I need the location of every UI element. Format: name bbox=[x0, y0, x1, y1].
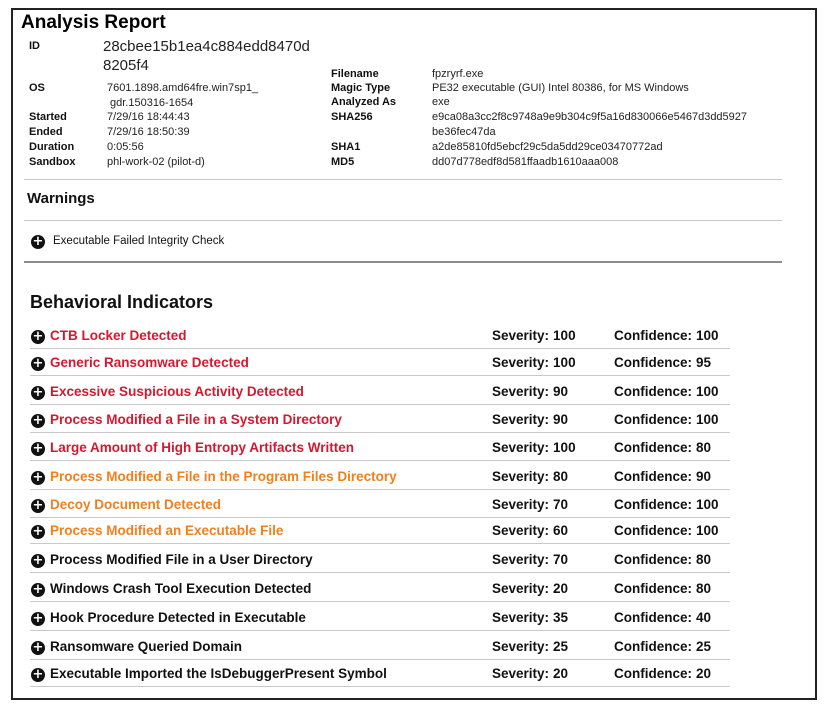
indicator-confidence: Confidence: 100 bbox=[614, 497, 719, 512]
os-label: OS bbox=[29, 82, 45, 94]
indicator-label[interactable]: Generic Ransomware Detected bbox=[50, 355, 249, 370]
duration-value: 0:05:56 bbox=[107, 141, 144, 153]
indicator-confidence: Confidence: 80 bbox=[614, 581, 712, 596]
indicator-severity: Severity: 20 bbox=[492, 581, 569, 596]
expand-indicator-icon[interactable]: + bbox=[32, 356, 44, 371]
indicator-confidence: Confidence: 20 bbox=[614, 666, 712, 681]
indicator-label[interactable]: Large Amount of High Entropy Artifacts Written bbox=[50, 440, 355, 455]
started-value: 7/29/16 18:44:43 bbox=[107, 111, 190, 123]
filename-label: Filename bbox=[331, 68, 379, 80]
indicator-divider bbox=[30, 630, 730, 631]
analyzed-as-label: Analyzed As bbox=[331, 96, 397, 108]
indicator-confidence: Confidence: 80 bbox=[614, 440, 712, 455]
indicator-label[interactable]: Process Modified a File in the Program Files Directory bbox=[50, 469, 397, 484]
divider-metadata bbox=[24, 179, 782, 180]
indicator-divider bbox=[30, 432, 730, 433]
indicator-divider bbox=[30, 375, 730, 376]
expand-indicator-icon[interactable]: + bbox=[32, 524, 44, 539]
indicator-divider bbox=[30, 543, 730, 544]
expand-indicator-icon[interactable]: + bbox=[32, 441, 44, 456]
indicator-confidence: Confidence: 25 bbox=[614, 639, 712, 654]
magic-type-value: PE32 executable (GUI) Intel 80386, for MS Windows bbox=[432, 82, 689, 94]
expand-indicator-icon[interactable]: + bbox=[32, 667, 44, 682]
indicator-label[interactable]: CTB Locker Detected bbox=[50, 328, 187, 343]
started-label: Started bbox=[29, 111, 67, 123]
indicator-confidence: Confidence: 40 bbox=[614, 610, 712, 625]
expand-indicator-icon[interactable]: + bbox=[32, 611, 44, 626]
indicator-confidence: Confidence: 90 bbox=[614, 469, 712, 484]
md5-value: dd07d778edf8d581ffaadb1610aaa008 bbox=[432, 156, 619, 168]
os-value-line1: 7601.1898.amd64fre.win7sp1_ bbox=[107, 82, 259, 94]
indicator-severity: Severity: 100 bbox=[492, 440, 576, 455]
indicator-confidence: Confidence: 100 bbox=[614, 523, 719, 538]
id-value-line1: 28cbee15b1ea4c884edd8470d bbox=[103, 38, 310, 55]
expand-indicator-icon[interactable]: + bbox=[32, 582, 44, 597]
os-value-line2: gdr.150316-1654 bbox=[110, 97, 194, 109]
behavioral-indicators-title: Behavioral Indicators bbox=[30, 292, 214, 312]
sha256-label: SHA256 bbox=[331, 111, 373, 123]
sha256-value-line1: e9ca08a3cc2f8c9748a9e9b304c9f5a16d830066e5467d3dd5927 bbox=[432, 111, 748, 123]
indicator-divider bbox=[30, 348, 730, 349]
indicator-divider bbox=[30, 404, 730, 405]
indicator-confidence: Confidence: 100 bbox=[614, 328, 719, 343]
indicator-severity: Severity: 70 bbox=[492, 497, 569, 512]
expand-indicator-icon[interactable]: + bbox=[32, 640, 44, 655]
indicator-divider bbox=[30, 686, 730, 687]
indicator-divider bbox=[30, 460, 730, 461]
filename-value: fpzryrf.exe bbox=[432, 68, 484, 80]
indicator-label[interactable]: Ransomware Queried Domain bbox=[50, 639, 243, 654]
id-value-line2: 8205f4 bbox=[103, 57, 149, 74]
indicator-severity: Severity: 25 bbox=[492, 639, 569, 654]
indicator-label[interactable]: Windows Crash Tool Execution Detected bbox=[50, 581, 312, 596]
indicator-divider bbox=[30, 659, 730, 660]
warning-item[interactable]: Executable Failed Integrity Check bbox=[53, 235, 225, 247]
expand-indicator-icon[interactable]: + bbox=[32, 553, 44, 568]
sha1-value: a2de85810fd5ebcf29c5da5dd29ce03470772ad bbox=[432, 141, 663, 153]
expand-indicator-icon[interactable]: + bbox=[32, 413, 44, 428]
indicator-label[interactable]: Executable Imported the IsDebuggerPresent Symbol bbox=[50, 666, 387, 681]
sha1-label: SHA1 bbox=[331, 141, 361, 153]
expand-indicator-icon[interactable]: + bbox=[32, 470, 44, 485]
expand-indicator-icon[interactable]: + bbox=[32, 329, 44, 344]
id-label: ID bbox=[29, 40, 40, 52]
indicator-confidence: Confidence: 80 bbox=[614, 552, 712, 567]
duration-label: Duration bbox=[29, 141, 75, 153]
indicator-confidence: Confidence: 100 bbox=[614, 384, 719, 399]
indicator-label[interactable]: Decoy Document Detected bbox=[50, 497, 222, 512]
indicator-label[interactable]: Hook Procedure Detected in Executable bbox=[50, 610, 306, 625]
indicator-severity: Severity: 35 bbox=[492, 610, 569, 625]
analyzed-as-value: exe bbox=[432, 96, 450, 108]
indicator-severity: Severity: 20 bbox=[492, 666, 569, 681]
indicator-confidence: Confidence: 100 bbox=[614, 412, 719, 427]
indicator-label[interactable]: Process Modified File in a User Directory bbox=[50, 552, 313, 567]
report-title: Analysis Report bbox=[21, 12, 166, 33]
sandbox-value: phl-work-02 (pilot-d) bbox=[107, 156, 205, 168]
expand-indicator-icon[interactable]: + bbox=[32, 498, 44, 513]
indicator-label[interactable]: Process Modified an Executable File bbox=[50, 523, 284, 538]
indicator-confidence: Confidence: 95 bbox=[614, 355, 712, 370]
indicator-divider bbox=[30, 572, 730, 573]
divider-warnings bbox=[24, 220, 782, 221]
indicator-severity: Severity: 100 bbox=[492, 328, 576, 343]
indicator-divider bbox=[30, 601, 730, 602]
ended-label: Ended bbox=[29, 126, 63, 138]
indicator-severity: Severity: 90 bbox=[492, 384, 569, 399]
md5-label: MD5 bbox=[331, 156, 355, 168]
divider-warnings-end bbox=[24, 261, 782, 263]
sha256-value-line2: be36fec47da bbox=[432, 126, 496, 138]
warnings-title: Warnings bbox=[27, 190, 95, 207]
indicator-severity: Severity: 60 bbox=[492, 523, 569, 538]
ended-value: 7/29/16 18:50:39 bbox=[107, 126, 190, 138]
magic-type-label: Magic Type bbox=[331, 82, 391, 94]
expand-warning-icon[interactable]: + bbox=[32, 234, 44, 249]
indicator-severity: Severity: 80 bbox=[492, 469, 569, 484]
indicator-divider bbox=[30, 517, 730, 518]
indicator-severity: Severity: 100 bbox=[492, 355, 576, 370]
indicator-label[interactable]: Process Modified a File in a System Directory bbox=[50, 412, 342, 427]
sandbox-label: Sandbox bbox=[29, 156, 76, 168]
indicator-label[interactable]: Excessive Suspicious Activity Detected bbox=[50, 384, 304, 399]
indicator-divider bbox=[30, 489, 730, 490]
expand-indicator-icon[interactable]: + bbox=[32, 385, 44, 400]
indicator-severity: Severity: 90 bbox=[492, 412, 569, 427]
indicator-severity: Severity: 70 bbox=[492, 552, 569, 567]
